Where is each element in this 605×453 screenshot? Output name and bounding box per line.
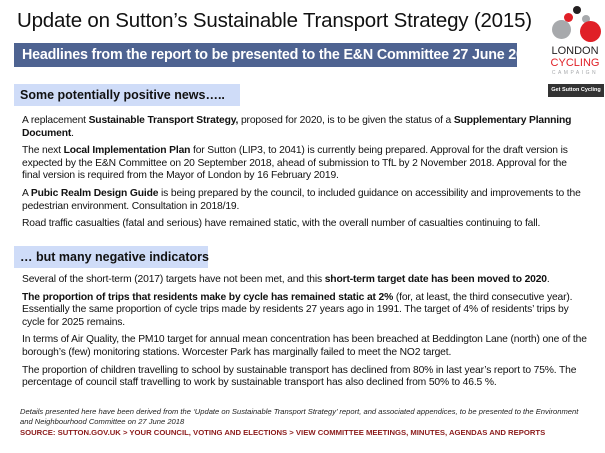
text: Several of the short-term (2017) targets have not been met, and this: [22, 274, 325, 285]
logo-dot-black: [573, 6, 581, 14]
bold-text: The proportion of trips that residents make by cycle has remained static at 2%: [22, 291, 394, 303]
page-title: Update on Sutton’s Sustainable Transport Strategy (2015): [17, 9, 532, 32]
bold-text: short-term target date has been moved to 2020: [324, 274, 547, 285]
text: In terms of Air Quality, the PM10 target for annual mean concentration has been breached at Beddington Lane (north) one of the borough’s (few) monitoring stations. Worcester Park has marginally failed to meet the NO2 target.: [22, 334, 587, 358]
paragraph: [22, 218, 587, 231]
source-line: SOURCE: SUTTON.GOV.UK > YOUR COUNCIL, VOTING AND ELECTIONS > VIEW COMMITTEE MEETINGS, MINUTES, AGENDAS AND REPORTS: [20, 428, 546, 437]
text: (for, at least, the third consecutive year). Essentially the same proportion of cycle trips made by residents 27 years ago in 1991. The target of 4% of residents’ trips by cycle for 2025 remains.: [22, 291, 573, 328]
negative-indicators-heading: … but many negative indicators: [14, 246, 208, 268]
text: A: [22, 187, 31, 199]
text: The proportion of children travelling to school by sustainable transport has declined from 80% in last year’s report to 75%. The percentage of council staff travelling to work by sustainable transport has also declined from 50% to 46.5 %.: [22, 364, 577, 389]
paragraph: [22, 334, 587, 359]
paragraph: [22, 115, 587, 140]
logo-cycling: CYCLING: [550, 57, 600, 69]
text: is being prepared by the council, to included guidance on accessibility and improvements to the pedestrian environment. Consultation in 2018/19.: [22, 187, 581, 212]
bold-text: Supplementary Planning Document: [22, 115, 572, 139]
logo-campaign: CAMPAIGN: [551, 70, 599, 76]
text: for Sutton (LIP3, to 2041) is currently being prepared. Approval for the draft version is expected by the E&N Committee on 20 September 2018, ahead of submission to TfL by 2 November 2018. Approval for the final version is required from the Mayor of London by 16 February 2019.: [22, 145, 568, 182]
text: A replacement: [22, 115, 89, 126]
paragraph: [22, 274, 587, 287]
positive-news-heading: Some potentially positive news…..: [14, 84, 240, 106]
paragraph: [22, 292, 587, 330]
paragraph: [22, 188, 587, 213]
bold-text: Local Implementation Plan: [63, 145, 191, 157]
get-sutton-cycling-badge: Get Sutton Cycling: [548, 84, 604, 97]
positive-news-paragraphs: [22, 115, 587, 236]
subtitle-banner: Headlines from the report to be presented to the E&N Committee 27 June 2018: [14, 43, 517, 67]
bold-text: Pubic Realm Design Guide: [30, 187, 159, 199]
footnote: Details presented here have been derived from the ‘Update on Sustainable Transport Strategy’ report, and associated appendices, to be presented to the Environment and Neighbourhood Committee on 27 June 2018: [20, 407, 579, 426]
logo-dot-grey-large: [552, 20, 571, 39]
paragraph: [22, 145, 587, 183]
text: .: [71, 127, 74, 139]
text: proposed for 2020, is to be given the status of a: [238, 115, 454, 126]
negative-indicators-paragraphs: [22, 274, 587, 395]
text: The next: [22, 145, 64, 157]
logo-dot-red-large: [580, 21, 601, 42]
paragraph: [22, 365, 587, 390]
text: Road traffic casualties (fatal and serious) have remained static, with the overall number of casualties continuing to fall.: [22, 218, 541, 230]
logo-london: LONDON: [551, 45, 599, 57]
text: .: [546, 274, 550, 285]
bold-text: Sustainable Transport Strategy,: [88, 115, 239, 126]
london-cycling-campaign-logo: [546, 2, 604, 98]
